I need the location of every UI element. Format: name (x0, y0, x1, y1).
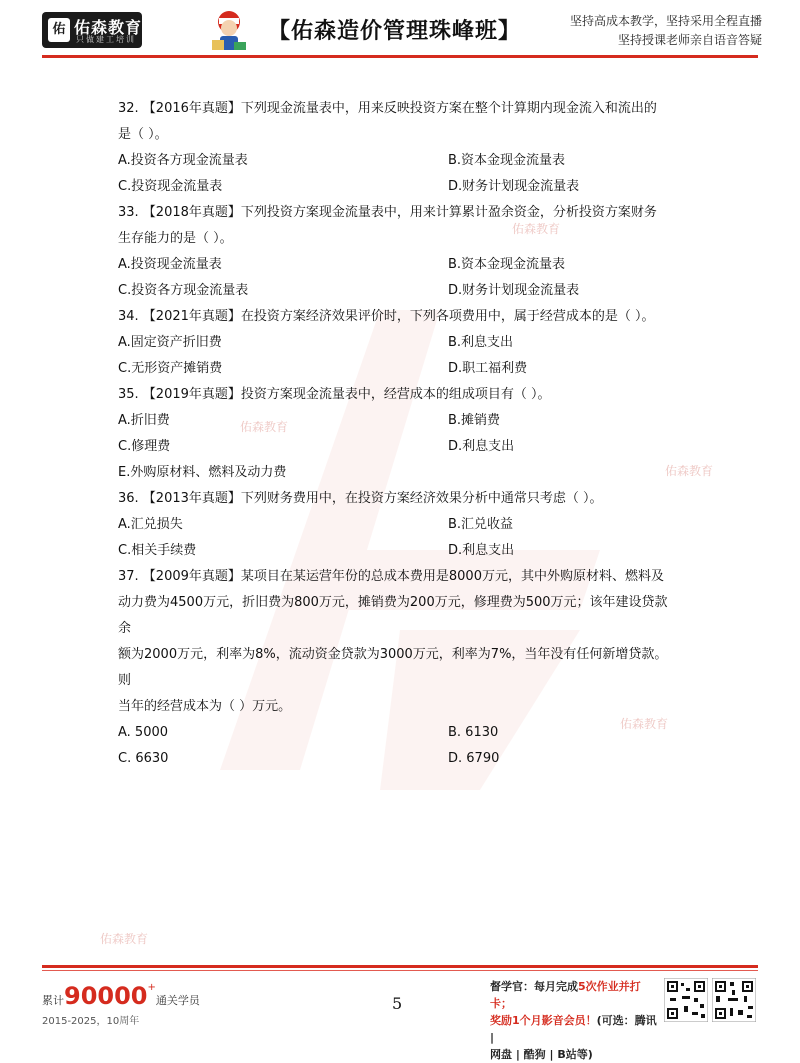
promo-line-1a: 督学官：每月完成 (490, 980, 578, 993)
student-count (42, 982, 200, 1010)
logo-seal: 佑 (48, 18, 70, 42)
header-divider (42, 55, 758, 58)
question-text: 是（ ）。 (118, 127, 168, 142)
promo-line-2a: 奖励1个月影音会员！ (490, 1014, 597, 1027)
option-a: A.汇兑损失 (118, 517, 183, 532)
option-a: A.投资各方现金流量表 (118, 153, 248, 168)
option-a: A.投资现金流量表 (118, 257, 222, 272)
page-header (0, 0, 800, 60)
option-b: B.利息支出 (448, 335, 514, 350)
question-text: 37. 【2009年真题】某项目在某运营年份的总成本费用是8000万元，其中外购原材料、燃料及 (118, 569, 664, 584)
footer-divider (42, 965, 758, 968)
question-36 (118, 486, 678, 564)
qr-code-icon (712, 978, 756, 1022)
option-d: D. 6790 (448, 751, 500, 766)
mascot-icon (204, 6, 254, 56)
option-e: E.外购原材料、燃料及动力费 (118, 465, 287, 480)
question-text: 33. 【2018年真题】下列投资方案现金流量表中，用来计算累计盈余资金，分析投资方案财务 (118, 205, 657, 220)
stat-prefix: 累计 (42, 994, 64, 1007)
question-37 (118, 564, 678, 772)
question-34 (118, 304, 678, 382)
qr-code-icon (664, 978, 708, 1022)
option-a: A. 5000 (118, 725, 169, 740)
footer-divider-thin (42, 970, 758, 971)
slogan-line-1: 坚持高成本教学，坚持采用全程直播 (569, 14, 762, 28)
logo-subtitle: 只做建工培训 (76, 35, 136, 44)
option-c: C.投资各方现金流量表 (118, 283, 249, 298)
watermark-logo: 佑森教育 (512, 222, 561, 236)
watermark-logo: 佑森教育 (665, 464, 714, 478)
question-35 (118, 382, 678, 486)
option-b: B. 6130 (448, 725, 499, 740)
question-text: 34. 【2021年真题】在投资方案经济效果评价时，下列各项费用中，属于经营成本的是（ ）。 (118, 309, 655, 324)
header-title: 【佑森造价管理珠峰班】 (268, 19, 522, 44)
question-text: 36. 【2013年真题】下列财务费用中，在投资方案经济效果分析中通常只考虑（ ）。 (118, 491, 603, 506)
watermark-logo: 佑森教育 (100, 932, 149, 946)
stat-plus: + (147, 982, 156, 993)
option-c: C. 6630 (118, 751, 169, 766)
stat-number: 90000 (64, 982, 148, 1010)
page-number: 5 (392, 994, 403, 1013)
option-d: D.财务计划现金流量表 (448, 283, 580, 298)
brand-logo (42, 12, 142, 48)
question-text: 32. 【2016年真题】下列现金流量表中，用来反映投资方案在整个计算期内现金流入和流出的 (118, 101, 657, 116)
question-32 (118, 96, 678, 200)
option-d: D.利息支出 (448, 439, 515, 454)
option-b: B.摊销费 (448, 413, 501, 428)
option-a: A.折旧费 (118, 413, 170, 428)
option-c: C.无形资产摊销费 (118, 361, 223, 376)
promo-line-3: 网盘 | 酷狗 | B站等) (490, 1048, 593, 1061)
promo-line-2b: (可选：腾讯 | (490, 1014, 657, 1044)
option-b: B.资本金现金流量表 (448, 257, 566, 272)
option-a: A.固定资产折旧费 (118, 335, 222, 350)
option-d: D.职工福利费 (448, 361, 528, 376)
promo-line-1b: 5次作业并打卡； (490, 980, 641, 1010)
option-c: C.修理费 (118, 439, 171, 454)
option-d: D.财务计划现金流量表 (448, 179, 580, 194)
option-d: D.利息支出 (448, 543, 515, 558)
question-list (118, 96, 678, 772)
question-text: 当年的经营成本为（ ）万元。 (118, 699, 292, 714)
watermark-logo: 佑森教育 (240, 420, 289, 434)
logo-text: 佑森教育 (74, 18, 143, 37)
question-33 (118, 200, 678, 304)
option-b: B.汇兑收益 (448, 517, 514, 532)
promo-text (490, 978, 660, 1063)
question-text: 35. 【2019年真题】投资方案现金流量表中，经营成本的组成项目有（ ）。 (118, 387, 551, 402)
option-c: C.相关手续费 (118, 543, 197, 558)
years-label: 2015-2025，10周年 (42, 1016, 140, 1027)
slogan-line-2: 坚持授课老师亲自语音答疑 (617, 33, 762, 47)
question-text: 动力费为4500万元，折旧费为800万元，摊销费为200万元，修理费为500万元；该年建设贷款余 (118, 595, 668, 636)
watermark-logo: 佑森教育 (620, 717, 669, 731)
stat-suffix: 通关学员 (155, 994, 200, 1007)
question-text: 额为2000万元，利率为8%，流动资金贷款为3000万元，利率为7%，当年没有任何新增贷款。则 (118, 647, 668, 688)
question-text: 生存能力的是（ ）。 (118, 231, 233, 246)
option-b: B.资本金现金流量表 (448, 153, 566, 168)
option-c: C.投资现金流量表 (118, 179, 223, 194)
